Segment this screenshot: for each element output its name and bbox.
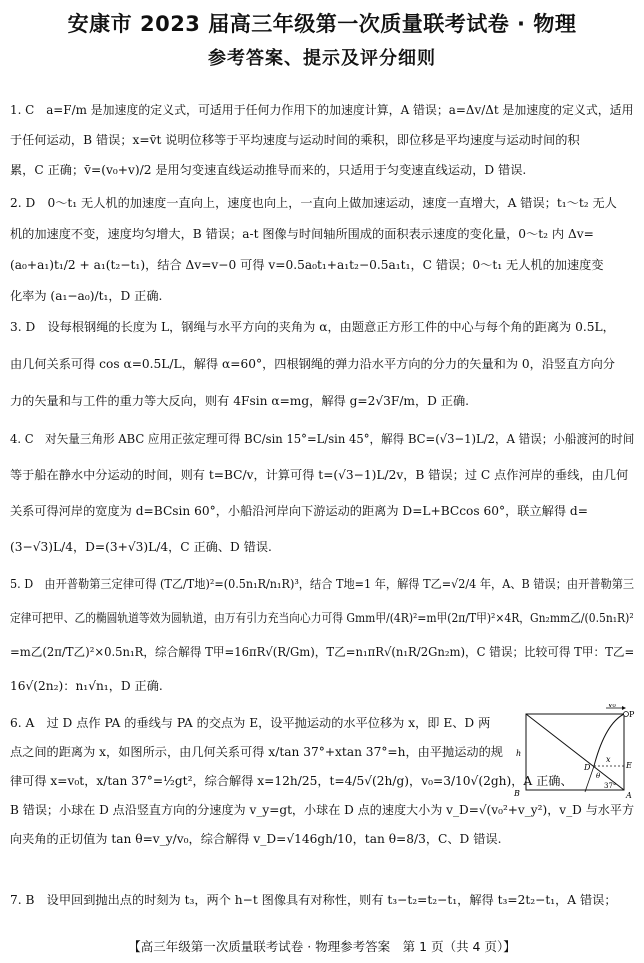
answer-line: 点之间的距离为 x，如图所示，由几何关系可得 x/tan 37°+xtan 37°=h，由平抛运动的规 <box>10 745 503 759</box>
label-D: D <box>584 763 591 772</box>
answer-line: 16√(2n₂)：n₁√n₁，D 正确. <box>10 679 163 693</box>
figure-diagonal <box>526 714 624 790</box>
page-title: 安康市 2023 届高三年级第一次质量联考试卷 · 物理 <box>67 12 577 36</box>
answer-line: 4. C 对矢量三角形 ABC 应用正弦定理可得 BC/sin 15°=L/sin 45°，解得 BC=(√3−1)L/2，A 错误；小船渡河的时间 <box>10 432 635 446</box>
answer-line: B 错误；小球在 D 点沿竖直方向的分速度为 v_y=gt，小球在 D 点的速度大小为 v_D=√(v₀²+v_y²)，v_D 与水平方 <box>10 803 635 817</box>
answer-line: 5. D 由开普勒第三定律可得 (T乙/T地)²=(0.5n₁R/n₁R)³，结合 T地=1 年，解得 T乙=√2/4 年，A、B 错误；由开普勒第三 <box>10 577 635 591</box>
label-E: E <box>626 761 632 770</box>
answer-line: 2. D 0～t₁ 无人机的加速度一直向上，速度也向上，一直向上做加速运动，速度一直增大，A 错误；t₁～t₂ 无人 <box>10 196 617 210</box>
answer-line: (a₀+a₁)t₁/2 + a₁(t₂−t₁)，结合 Δv=v−0 可得 v=0.5a₀t₁+a₁t₂−0.5a₁t₁，C 错误；0～t₁ 无人机的加速度变 <box>10 258 604 272</box>
label-P: P <box>629 710 635 719</box>
answer-line: 关系可得河岸的宽度为 d=BCsin 60°，小船沿河岸向下游运动的距离为 D=L+BCcos 60°，联立解得 d= <box>10 504 588 518</box>
page-subtitle: 参考答案、提示及评分细则 <box>208 48 436 69</box>
answer-line: (3−√3)L/4，D=(3+√3)L/4，C 正确、D 错误. <box>10 540 272 554</box>
answer-line: 7. B 设甲回到抛出点的时刻为 t₃，两个 h−t 图像具有对称性，则有 t₃−t₂=t₂−t₁，解得 t₃=2t₂−t₁，A 错误； <box>10 893 617 907</box>
label-v0: v₀ <box>608 704 616 709</box>
v0-arrowhead <box>622 706 626 710</box>
answer-line: 等于船在静水中分运动的时间，则有 t=BC/v，计算可得 t=(√3−1)L/2v，B 错误；过 C 点作河岸的垂线，由几何 <box>10 468 629 482</box>
answer-line: 机的加速度不变，速度均匀增大，B 错误；a-t 图像与时间轴所围成的面积表示速度的变化量，0～t₂ 内 Δv= <box>10 227 594 241</box>
projectile-figure <box>510 704 636 804</box>
label-angle: 37° <box>604 782 617 790</box>
answer-line: 化率为 (a₁−a₀)/t₁，D 正确. <box>10 289 163 303</box>
label-x: x <box>606 755 611 764</box>
label-theta: θ <box>596 772 601 780</box>
answer-line: 累，C 正确；v̄=(v₀+v)/2 是用匀变速直线运动推导而来的，只适用于匀变速直线运动，D 错误. <box>10 163 527 177</box>
label-A: A <box>626 791 632 800</box>
page-footer: 【高三年级第一次质量联考试卷 · 物理参考答案 第 1 页（共 4 页）】 <box>128 939 516 954</box>
answer-line: 定律可把甲、乙的椭圆轨道等效为圆轨道，由万有引力充当向心力可得 Gmm甲/(4R)²=m甲(2π/T甲)²×4R，Gn₂mm乙/(0.5n₁R)² <box>10 611 634 625</box>
label-B: B <box>514 789 520 798</box>
answer-line: =m乙(2π/T乙)²×0.5n₁R，综合解得 T甲=16πR√(R/Gm)，T乙=n₁πR√(n₁R/2Gn₂m)，C 错误；比较可得 T甲：T乙= <box>10 645 635 659</box>
label-h: h <box>516 749 522 758</box>
answer-line: 力的矢量和与工件的重力等大反向，则有 4Fsin α=mg，解得 g=2√3F/m，D 正确. <box>10 394 470 408</box>
answer-line: 6. A 过 D 点作 PA 的垂线与 PA 的交点为 E，设平抛运动的水平位移为 x，即 E、D 两 <box>10 716 491 730</box>
answer-line: 于任何运动，B 错误；x=v̄t 说明位移等于平均速度与运动时间的乘积，即位移是平均速度与运动时间的积 <box>10 133 580 147</box>
ball-icon <box>624 712 629 717</box>
answer-line: 向夹角的正切值为 tan θ=v_y/v₀，综合解得 v_D=√146gh/10，tan θ=8/3，C、D 错误. <box>10 832 502 846</box>
answer-line: 3. D 设每根钢绳的长度为 L，钢绳与水平方向的夹角为 α，由题意正方形工件的中心与每个角的距离为 0.5L， <box>10 320 615 334</box>
answer-line: 由几何关系可得 cos α=0.5L/L，解得 α=60°，四根钢绳的弹力沿水平方向的分力的矢量和为 0，沿竖直方向分 <box>10 357 615 371</box>
answer-line: 律可得 x=v₀t，x/tan 37°=½gt²，综合解得 x=12h/25，t=4/5√(2h/g)，v₀=3/10√(2gh)，A 正确、 <box>10 774 573 788</box>
answer-line: 1. C a=F/m 是加速度的定义式，可适用于任何力作用下的加速度计算，A 错误；a=Δv/Δt 是加速度的定义式，适用 <box>10 103 634 117</box>
